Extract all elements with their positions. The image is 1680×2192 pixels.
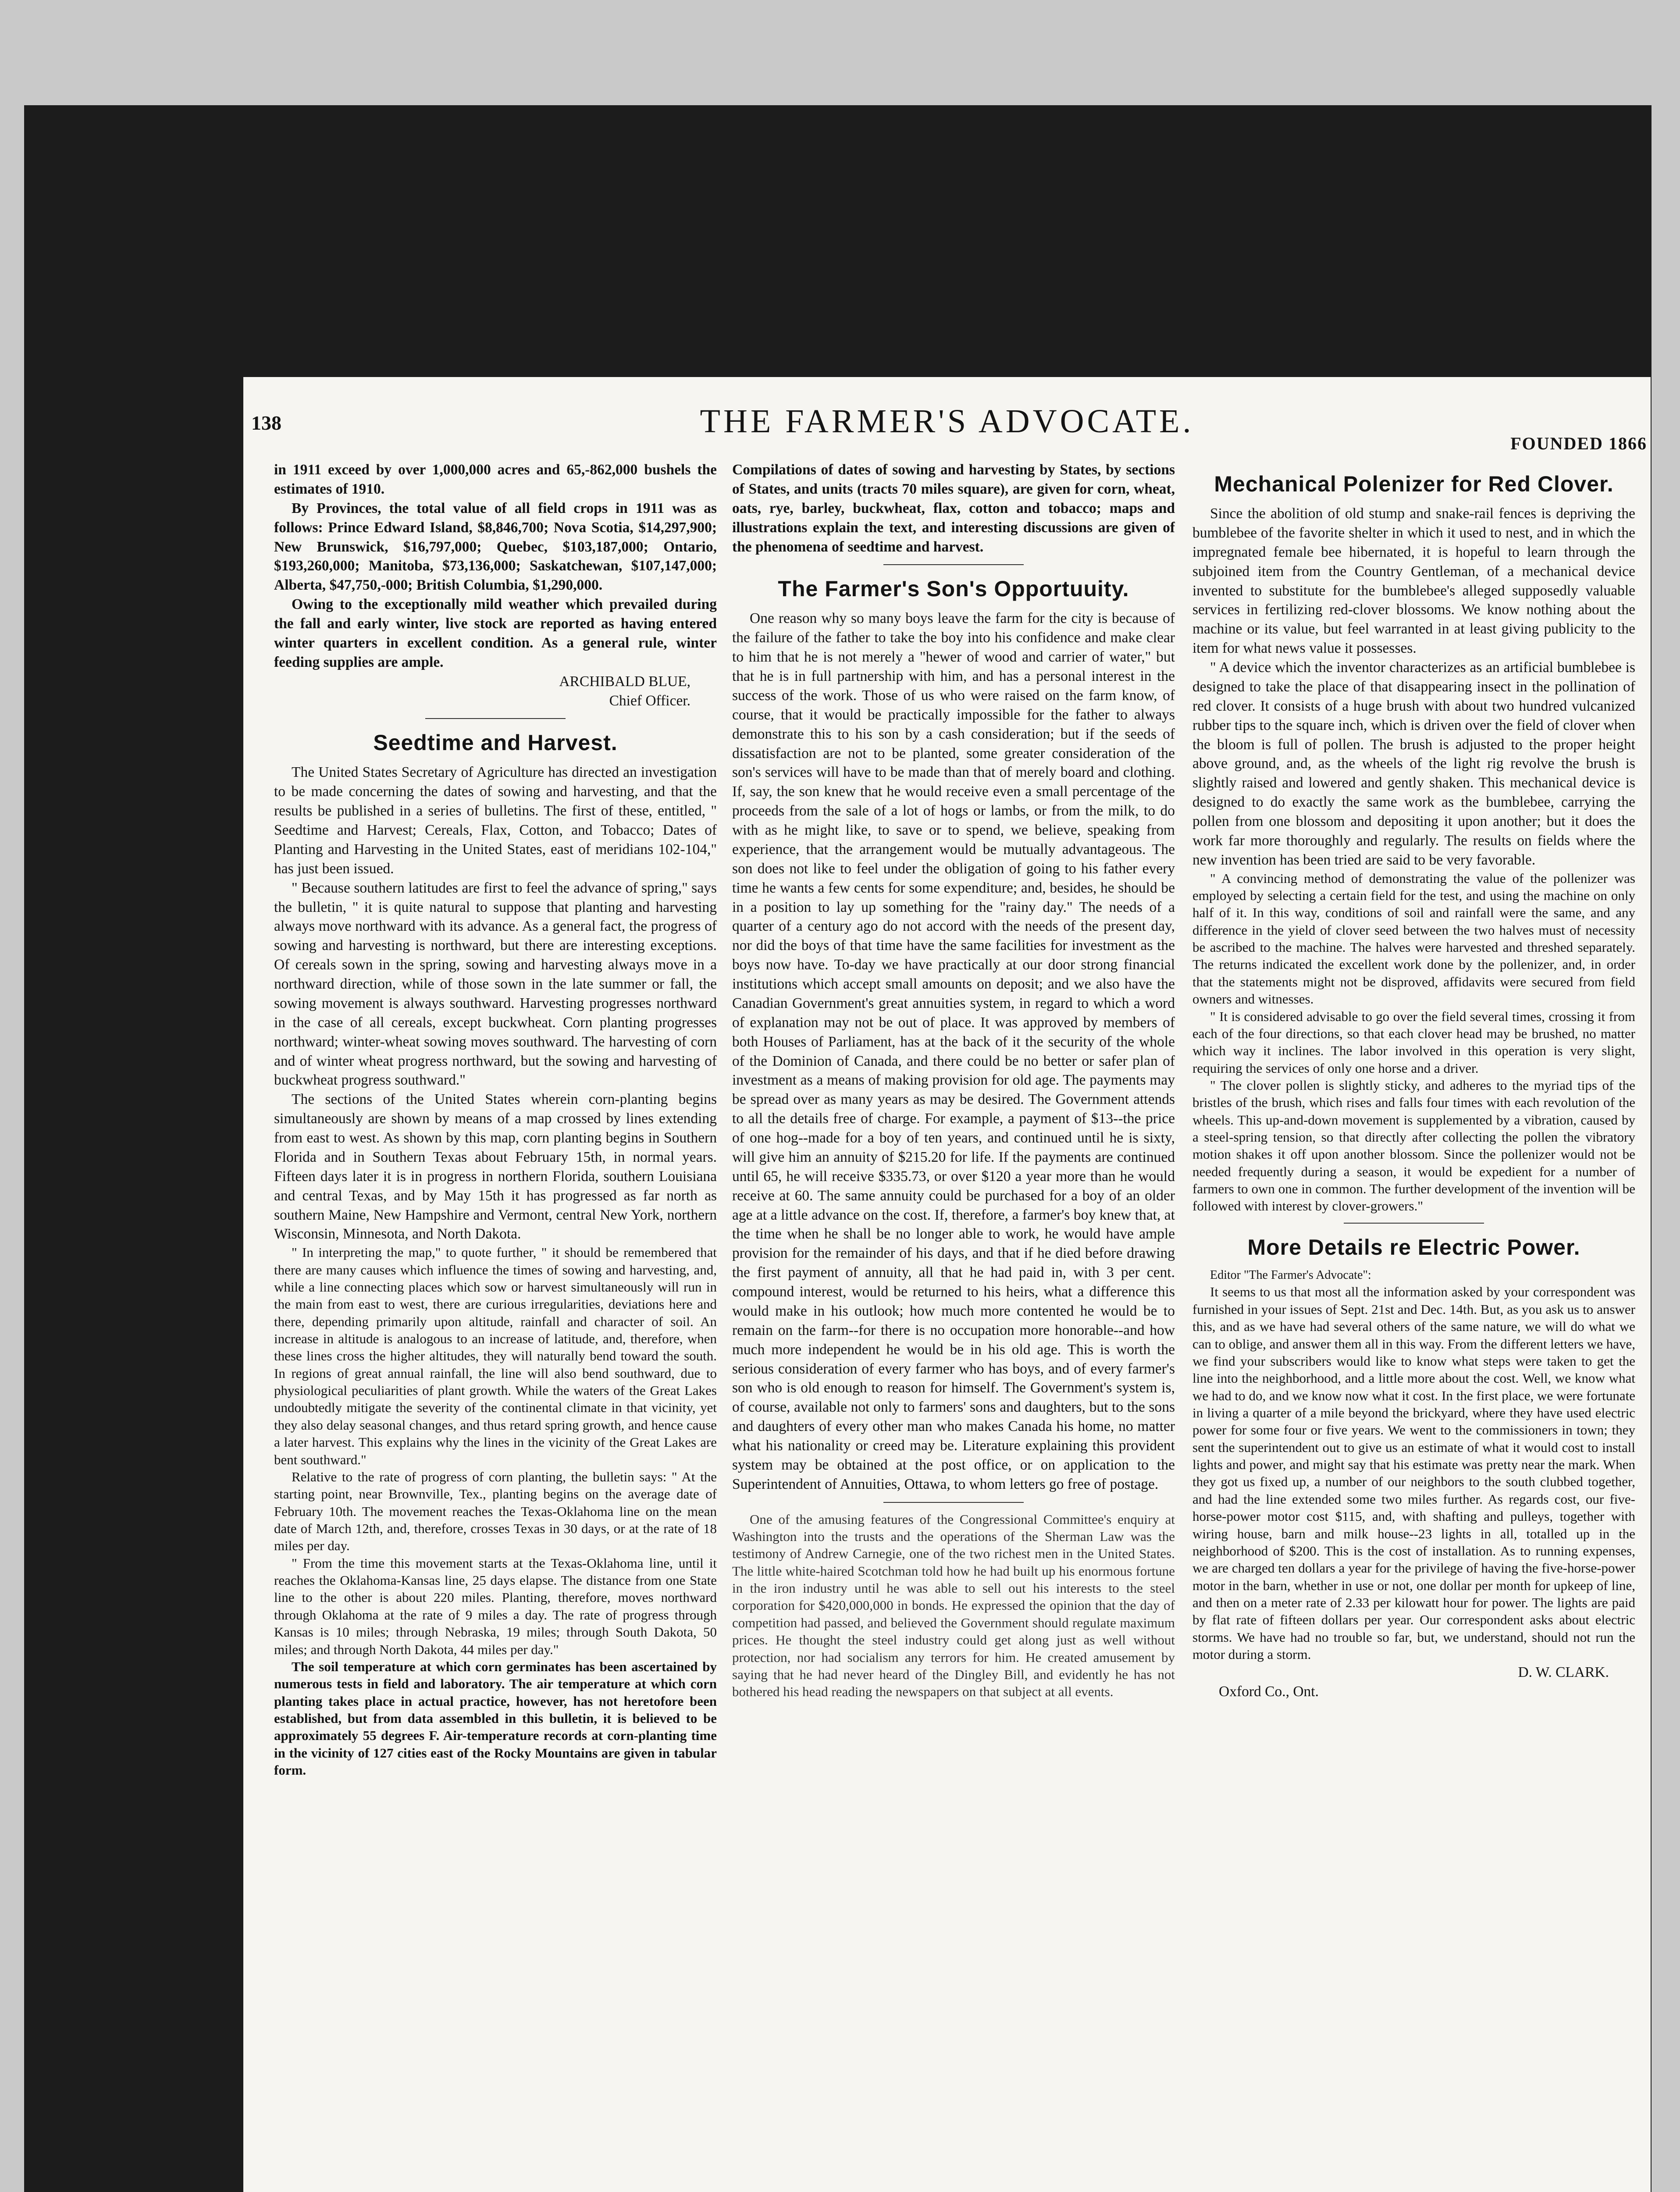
- editor-salutation: Editor "The Farmer's Advocate":: [1210, 1268, 1371, 1282]
- signature-name: ARCHIBALD BLUE,: [559, 673, 691, 690]
- polenizer-paragraph: " A convincing method of demonstrating the value of the pollenizer was employed by selecting a certain field for the test, and using the machine on only half of it. In this way, conditions of soil and rainfall were the same, and any difference in the yield of clover seed between the two halves must of necessity be ascribed to the machine. The halves were harvested and threshed separately. The returns indicated the excellent work done by the pollenizer, and, in order that the statements might not be disproved, affidavits were secured from field owners and witnesses.: [1192, 870, 1635, 1007]
- seedtime-paragraph: " From the time this movement starts at the Texas-Oklahoma line, until it reaches the Oklahoma-Kansas line, 25 days elapse. The distance from one State line to the other is about 220 miles. Planting, therefore, moves northward through Oklahoma at the rate of 9 miles a day. The rate of progress through Kansas is 10 miles; through Nebraska, 19 miles; through South Dakota, 50 miles; and through North Dakota, 44 miles per day.": [274, 1555, 717, 1657]
- compilations-paragraph: Compilations of dates of sowing and harvesting by States, by sections of States, and units (tracts 70 miles square), are given for corn, wheat, oats, rye, barley, buckwheat, flax, cotton and tobacco; maps and illustrations explain the text, and interesting discussions are given of the phenomena of seedtime and harvest.: [732, 462, 1175, 555]
- seedtime-paragraph: " Because southern latitudes are first to feel the advance of spring," says the bulletin, " it is quite natural to suppose that planting and harvesting always move northward with its advance. As a general fact, the progress of sowing and harvesting is northward, but there are interesting exceptions. Of cereals sown in the spring, sowing and harvesting always move in a northward direction, while of those sown in the late summer or fall, the sowing movement is always southward. Harvesting progresses northward in the case of all cereals, except buckwheat. Corn planting progresses northward; winter-wheat sowing moves southward. The harvesting of corn and of winter wheat progress northward, but the sowing and harvesting of buckwheat progress southward.": [274, 879, 717, 1089]
- seedtime-paragraph: The United States Secretary of Agriculture has directed an investigation to be made concerning the dates of sowing and harvesting, and that the results be published in a series of bulletins. The first of these, entitled, " Seedtime and Harvest; Cereals, Flax, Cotton, and Tobacco; Dates of Planting and Harvesting in the United States, east of meridians 102-104," has just been issued.: [274, 764, 717, 877]
- crop-estimate-paragraph: in 1911 exceed by over 1,000,000 acres and 65,-862,000 bushels the estimates of 1910.: [274, 462, 717, 497]
- farmers-son-paragraph: One reason why so many boys leave the farm for the city is because of the failure of the father to take the boy into his confidence and make clear to him that he is not merely a "hewer of wood and carrier of water," but that he is in full partnership with him, and has a personal interest in the success of the work. Those of us who were raised on the farm know, of course, that it would be practically impossible for the father to always demonstrate this to his son by a cash consideration; but if the seeds of dissatisfaction are not to be planted, some greater consideration of the son's services will have to be made than that of merely board and clothing. If, say, the son knew that he would receive even a small percentage of the proceeds from the sale of a lot of hogs or lambs, or from the milk, to do with as he might like, to save or to spend, we believe, speaking from experience, that the arrangement would be mutually advantageous. The son does not like to feel under the obligation of going to his father every time he wants a few cents for some expenditure; and, besides, he should be in a position to lay up something for the "rainy day." The needs of a quarter of a century ago do not accord with the needs of the present day, nor did the boys of that time have the same facilities for investment as the boys now have. To-day we have practically at our door strong financial institutions which accept small amounts on deposit; and we also have the Canadian Government's great annuities system, in regard to which a word of explanation may not be out of place. It was approved by members of both Houses of Parliament, has at the back of it the security of the whole of the Dominion of Canada, and there could be no better or safer plan of investment as a means of making provision for old age. The payments may be spread over as many years as may be desired. The Government attends to all the details free of charge. For example, a payment of $13--the price of one hog--made for a boy of ten years, and continued until he is sixty, will give him an annuity of $215.20 for life. If the payments are continued until 65, he will receive $335.73, or over $120 a year more than he would receive at 60. The same annuity could be purchased for a boy of an older age at a little advance on the cost. If, therefore, a farmer's boy knew that, at the time when he shall be no longer able to work, he would have ample provision for the remainder of his days, and that if he died before drawing the first payment of annuity, all that he had paid in, with 3 per cent. compound interest, would be returned to his heirs, what a difference this would make in his outlook; how much more contented he would be to remain on the farm--for there is no occupation more honorable--and how much more independent he would be in his old age. This is worth the serious consideration of every farmer who has boys, and of every farmer's son who is old enough to reason for himself. The Government's system is, of course, available not only to farmers' sons and daughters, but to the sons and daughters of every other man who makes Canada his home, no matter what his nationality or creed may be. Literature explaining this provident system may be obtained at the post office, or on application to the Superintendent of Annuities, Ottawa, to whom letters go free of postage.: [732, 610, 1175, 1492]
- article-title-electric-power: More Details re Electric Power.: [1247, 1235, 1580, 1260]
- founded-date: FOUNDED 1866: [1510, 434, 1647, 453]
- congressional-paragraph: One of the amusing features of the Congressional Committee's enquiry at Washington into the trusts and the operations of the Sherman Law was the testimony of Andrew Carnegie, one of the two richest men in the United States. The little white-haired Scotchman told how he had built up his enormous fortune in the iron industry until he was able to sell out his interests to the steel corporation for $420,000,000 in bonds. He expressed the opinion that the day of competition had passed, and believed the Government should regulate maximum prices. He thought the steel industry could get along just as well without protection, nor had socialism any terrors for him. He created amusement by saying that he had never heard of the Dingley Bill, and evidently he has not bothered his head reading the newspapers on that subject at all events.: [732, 1511, 1175, 1700]
- seedtime-paragraph: Relative to the rate of progress of corn planting, the bulletin says: " At the starting point, near Brownville, Tex., planting begins on the average date of February 10th. The movement reaches the Texas-Oklahoma line on the mean date of March 12th, and, therefore, crosses Texas in 30 days, or at the rate of 18 miles per day.: [274, 1469, 717, 1554]
- newspaper-page: [243, 377, 1651, 2192]
- electric-power-location: Oxford Co., Ont.: [1219, 1683, 1319, 1700]
- polenizer-paragraph: " The clover pollen is slightly sticky, and adheres to the myriad tips of the bristles of the brush, which rises and falls four times with each revolution of the wheels. This up-and-down movement is supplemented by a vibration, caused by a steel-spring tension, so that directly after collecting the pollen the vibratory motion shakes it off upon another blossom. Since the pollenizer would not be needed frequently during a season, it would be expedient for a number of farmers to own one in common. The further development of the invention will be followed with interest by clover-growers.": [1192, 1077, 1635, 1214]
- provinces-paragraph: By Provinces, the total value of all field crops in 1911 was as follows: Prince Edward Island, $8,846,700; Nova Scotia, $14,297,900; New Brunswick, $16,797,000; Quebec, $103,187,000; Ontario, $193,260,000; Manitoba, $73,136,000; Saskatchewan, $107,147,000; Alberta, $47,750,-000; British Columbia, $1,290,000.: [274, 500, 717, 594]
- divider-rule: [883, 564, 1024, 565]
- article-title-seedtime: Seedtime and Harvest.: [373, 730, 618, 755]
- column-3: [1192, 460, 1635, 2192]
- column-2: [732, 460, 1175, 2192]
- seedtime-paragraph: The soil temperature at which corn germinates has been ascertained by numerous tests in field and laboratory. The air temperature at which corn planting takes place in actual practice, however, has not heretofore been established, but from data assembled in this bulletin, it is believed to be approximately 55 degrees F. Air-temperature records at corn-planting time in the vicinity of 127 cities east of the Rocky Mountains are given in tabular form.: [274, 1658, 717, 1778]
- divider-rule: [1344, 1223, 1484, 1224]
- seedtime-paragraph: " In interpreting the map," to quote further, " it should be remembered that there are many causes which influence the times of sowing and harvesting, and, while a line connecting places which sow or harvest simultaneously will run in the main from east to west, there are curious irregularities, deviations here and there, depending primarily upon altitude, rainfall and character of soil. An increase in altitude is analogous to an increase of latitude, and, therefore, when these lines cross the higher altitudes, they will naturally bend toward the south. In regions of great annual rainfall, the line will also bend southward, due to physiological peculiarities of plant growth. While the waters of the Great Lakes undoubtedly mitigate the severity of the continental climate in that vicinity, yet they also delay seasonal changes, and thus retard spring growth, and hence cause a later harvest. This explains why the lines in the vicinity of the Great Lakes are bent southward.": [274, 1245, 717, 1467]
- electric-power-paragraph: It seems to us that most all the information asked by your correspondent was furnished in your issues of Sept. 21st and Dec. 14th. But, as you ask us to answer this, and as we have had several others of the same nature, we will do what we can to oblige, and answer them all in this way. From the different letters we have, we find your subscribers would like to know what steps were taken to get the line into the neighborhood, and a little more about the cost. Well, we know what we had to do, and we know now what it cost. In the first place, we were fortunate in living a quarter of a mile beyond the brickyard, where they have used electric power for some four or five years. We went to the commissioners in town; they sent the superintendent out to give us an estimate of what it would cost to install lights and power, and might say that his estimate was pretty near the mark. When they got us fixed up, a number of our neighbors to the south clubbed together, and had the line extended some two miles further. As regards cost, our five-horse-power motor cost $115, and, with shafting and pulleys, together with wiring house, barn and milk house--23 lights in all, totalled up in the neighborhood of $200. This is the cost of installation. As to running expenses, we are charged ten dollars a year for the privilege of having the five-horse-power motor in the barn, whether in use or not, one dollar per month for upkeep of line, and then on a meter rate of 2.33 per kilowatt hour for power. The lights are paid by flat rate of fifteen dollars per year. Our correspondent asks about electric storms. We have had no trouble so far, but, we understand, should not run the motor during a storm.: [1192, 1284, 1635, 1662]
- seedtime-paragraph: The sections of the United States wherein corn-planting begins simultaneously are shown by means of a map crossed by lines extending from east to west. As shown by this map, corn planting begins in Southern Florida and in Southern Texas about February 15th, in normal years. Fifteen days later it is in progress in northern Florida, southern Louisiana and central Texas, and by May 15th it has progressed as far north as southern Maine, New Hampshire and Vermont, central New York, northern Wisconsin, Minnesota, and North Dakota.: [274, 1091, 717, 1242]
- polenizer-paragraph: Since the abolition of old stump and snake-rail fences is depriving the bumblebee of the favorite shelter in which it used to nest, and in which the impregnated female bee hibernated, it is hopeful to learn through the subjoined item from the Country Gentleman, of a mechanical device invented to substitute for the bumblebee's alleged supposedly valuable services in fertilizing red-clover blossoms. We know nothing about the machine or its value, but feel warranted in at least giving publicity to the item for what news value it possesses.: [1192, 505, 1635, 657]
- masthead-title: THE FARMER'S ADVOCATE.: [700, 403, 1194, 440]
- divider-rule: [883, 1502, 1024, 1503]
- article-title-farmers-son: The Farmer's Son's Opportuuity.: [778, 576, 1129, 601]
- article-title-polenizer: Mechanical Polenizer for Red Clover.: [1214, 472, 1614, 496]
- page-header: [243, 377, 1651, 456]
- divider-rule: [425, 718, 566, 719]
- weather-paragraph: Owing to the exceptionally mild weather which prevailed during the fall and early winter, live stock are reported as having entered winter quarters in excellent condition. As a general rule, winter feeding supplies are ample.: [274, 596, 717, 670]
- column-1: [274, 460, 717, 2192]
- polenizer-paragraph: " A device which the inventor characterizes as an artificial bumblebee is designed to take the place of that disappearing insect in the pollination of red clover. It consists of a huge brush with about two hundred vulcanized rubber tips to the square inch, which is driven over the field of clover when the bloom is full of pollen. The brush is adjusted to the proper height above ground, and, as the wheels of the light rig revolve the brush is slightly raised and lowered and gently shaken. This mechanical device is designed to do exactly the same work as the bumblebee, carrying the pollen from one blossom and depositing it upon another; but it does the work far more thoroughly and regularly. The results on fields where the new invention has been tried are said to be very favorable.: [1192, 659, 1635, 868]
- signature-title: Chief Officer.: [609, 692, 691, 709]
- polenizer-paragraph: " It is considered advisable to go over the field several times, crossing it from each of the four directions, so that each clover head may be brushed, no matter which way it inclines. The labor involved in this operation is very slight, requiring the services of only one horse and a driver.: [1192, 1008, 1635, 1076]
- page-number: 138: [251, 412, 281, 434]
- electric-power-signature: D. W. CLARK.: [1518, 1664, 1609, 1681]
